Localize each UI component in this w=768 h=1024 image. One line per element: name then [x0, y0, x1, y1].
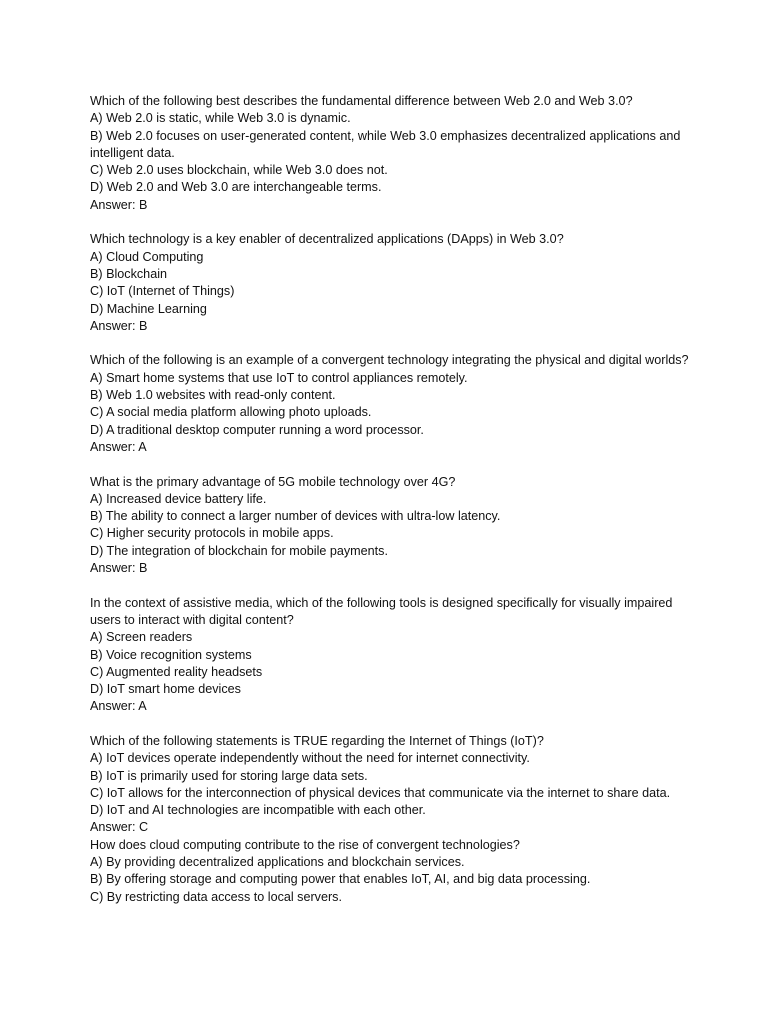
option-a: A) Web 2.0 is static, while Web 3.0 is dynamic. [90, 111, 351, 126]
option-b: B) Web 2.0 focuses on user-generated content, while Web 3.0 emphasizes decentralized applications and intelligent data. [90, 128, 681, 160]
question-text: In the context of assistive media, which of the following tools is designed specifically for visually impaired users to interact with digital content? [90, 595, 673, 627]
option-a: A) By providing decentralized applications and blockchain services. [90, 855, 465, 870]
option-c: C) Higher security protocols in mobile apps. [90, 526, 334, 541]
option-d: D) Machine Learning [90, 301, 207, 316]
question-block-4 [90, 474, 690, 578]
question-block-6 [90, 733, 690, 837]
option-a: A) Increased device battery life. [90, 491, 267, 506]
option-c: C) IoT allows for the interconnection of physical devices that communicate via the internet to share data. [90, 785, 671, 800]
option-d: D) IoT and AI technologies are incompatible with each other. [90, 803, 426, 818]
option-b: B) The ability to connect a larger number of devices with ultra-low latency. [90, 509, 501, 524]
option-d: D) Web 2.0 and Web 3.0 are interchangeable terms. [90, 180, 382, 195]
option-b: B) Web 1.0 websites with read-only content. [90, 388, 336, 403]
answer-text: Answer: C [90, 820, 149, 835]
option-a: A) IoT devices operate independently without the need for internet connectivity. [90, 751, 530, 766]
question-text: Which of the following is an example of a convergent technology integrating the physical and digital worlds? [90, 353, 689, 368]
answer-text: Answer: B [90, 318, 148, 333]
option-a: A) Smart home systems that use IoT to control appliances remotely. [90, 370, 468, 385]
option-c: C) A social media platform allowing photo uploads. [90, 405, 372, 420]
question-text: Which technology is a key enabler of decentralized applications (DApps) in Web 3.0? [90, 232, 564, 247]
option-c: C) IoT (Internet of Things) [90, 284, 235, 299]
option-b: B) Blockchain [90, 266, 167, 281]
question-text: How does cloud computing contribute to the rise of convergent technologies? [90, 837, 520, 852]
question-block-1 [90, 93, 690, 214]
question-text: What is the primary advantage of 5G mobile technology over 4G? [90, 474, 456, 489]
option-d: D) IoT smart home devices [90, 682, 241, 697]
option-c: C) By restricting data access to local servers. [90, 889, 342, 904]
answer-text: Answer: A [90, 439, 147, 454]
option-c: C) Web 2.0 uses blockchain, while Web 3.0 does not. [90, 163, 388, 178]
question-block-5 [90, 595, 690, 716]
question-block-2 [90, 231, 690, 335]
option-b: B) Voice recognition systems [90, 647, 252, 662]
option-b: B) By offering storage and computing power that enables IoT, AI, and big data processing. [90, 872, 591, 887]
option-b: B) IoT is primarily used for storing large data sets. [90, 768, 368, 783]
option-d: D) The integration of blockchain for mobile payments. [90, 543, 388, 558]
question-text: Which of the following best describes the fundamental difference between Web 2.0 and Web 3.0? [90, 94, 633, 108]
question-block-3 [90, 352, 690, 456]
question-text: Which of the following statements is TRUE regarding the Internet of Things (IoT)? [90, 733, 544, 748]
document-page [90, 93, 690, 906]
option-a: A) Cloud Computing [90, 249, 204, 264]
question-block-7 [90, 837, 690, 906]
option-a: A) Screen readers [90, 630, 193, 645]
answer-text: Answer: B [90, 197, 148, 212]
option-c: C) Augmented reality headsets [90, 664, 263, 679]
answer-text: Answer: A [90, 699, 147, 714]
answer-text: Answer: B [90, 561, 148, 576]
option-d: D) A traditional desktop computer running a word processor. [90, 422, 424, 437]
